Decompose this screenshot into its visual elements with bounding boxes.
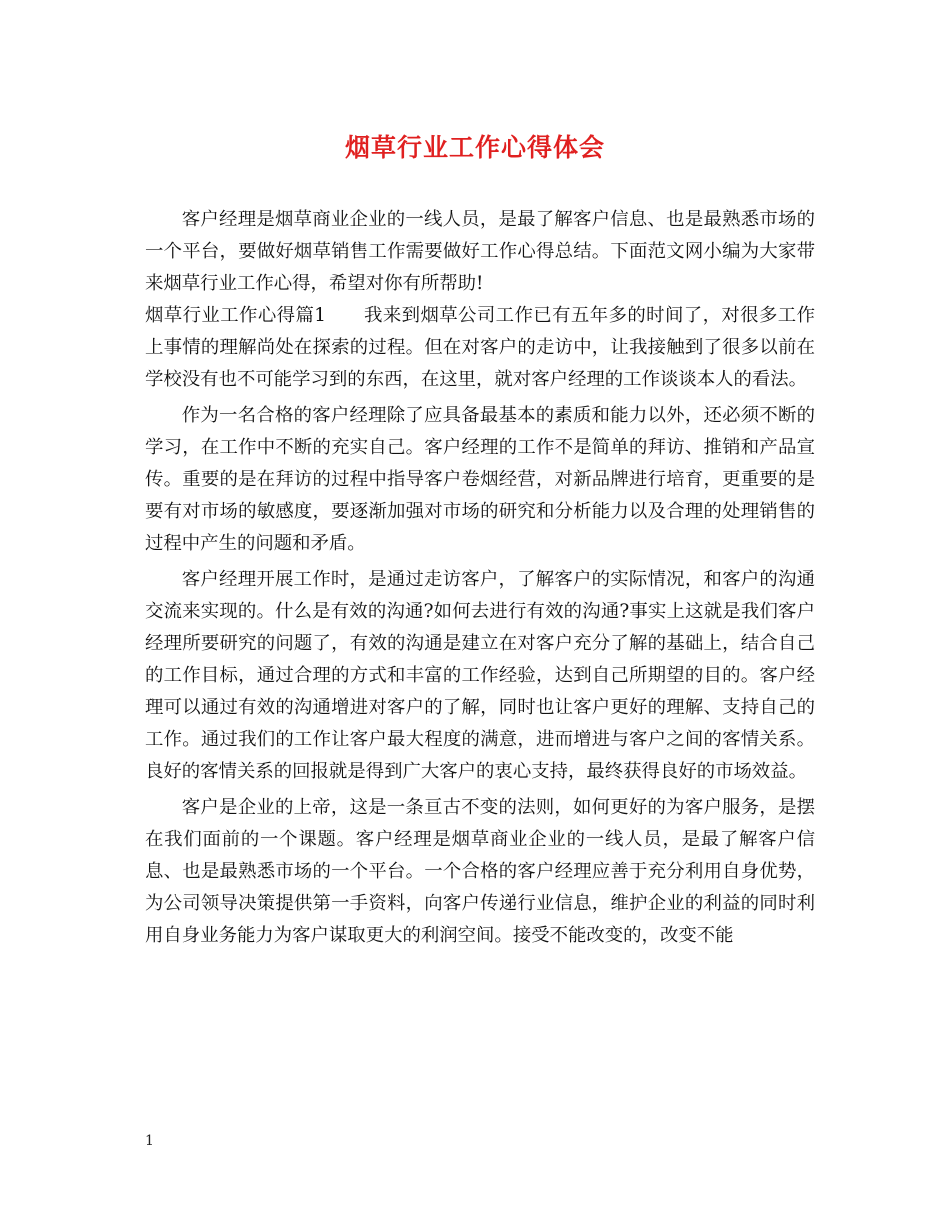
- document-body: [145, 204, 815, 952]
- document-title: 烟草行业工作心得体会: [344, 133, 605, 162]
- paragraph-section-1: 烟草行业工作心得篇1 我来到烟草公司工作已有五年多的时间了，对很多工作上事情的理解尚处在探索的过程。但在对客户的走访中，让我接触到了很多以前在学校没有也不可能学习到的东西，在这里，就对客户经理的工作谈谈本人的看法。: [145, 305, 815, 390]
- paragraph-qualified-manager: 作为一名合格的客户经理除了应具备最基本的素质和能力以外，还必须不断的学习，在工作中不断的充实自己。客户经理的工作不是简单的拜访、推销和产品宣传。重要的是在拜访的过程中指导客户卷烟经营，对新品牌进行培育，更重要的是要有对市场的敏感度，要逐渐加强对市场的研究和分析能力以及合理的处理销售的过程中产生的问题和矛盾。: [145, 405, 815, 554]
- paragraph-intro: 客户经理是烟草商业企业的一线人员，是最了解客户信息、也是最熟悉市场的一个平台，要做好烟草销售工作需要做好工作心得总结。下面范文网小编为大家带来烟草行业工作心得，希望对你有所帮助!: [145, 209, 815, 294]
- paragraph-communication: 客户经理开展工作时，是通过走访客户，了解客户的实际情况，和客户的沟通交流来实现的。什么是有效的沟通?如何去进行有效的沟通?事实上这就是我们客户经理所要研究的问题了，有效的沟通是建立在对客户充分了解的基础上，结合自己的工作目标，通过合理的方式和丰富的工作经验，达到自己所期望的目的。客户经理可以通过有效的沟通增进对客户的了解，同时也让客户更好的理解、支持自己的工作。通过我们的工作让客户最大程度的满意，进而增进与客户之间的客情关系。良好的客情关系的回报就是得到广大客户的衷心支持，最终获得良好的市场效益。: [145, 569, 815, 782]
- paragraph-customer-service: 客户是企业的上帝，这是一条亘古不变的法则，如何更好的为客户服务，是摆在我们面前的一个课题。客户经理是烟草商业企业的一线人员，是最了解客户信息、也是最熟悉市场的一个平台。一个合格的客户经理应善于充分利用自身优势，为公司领导决策提供第一手资料，向客户传递行业信息，维护企业的利益的同时利用自身业务能力为客户谋取更大的利润空间。接受不能改变的，改变不能: [145, 797, 815, 946]
- page-number: 1: [145, 1133, 154, 1149]
